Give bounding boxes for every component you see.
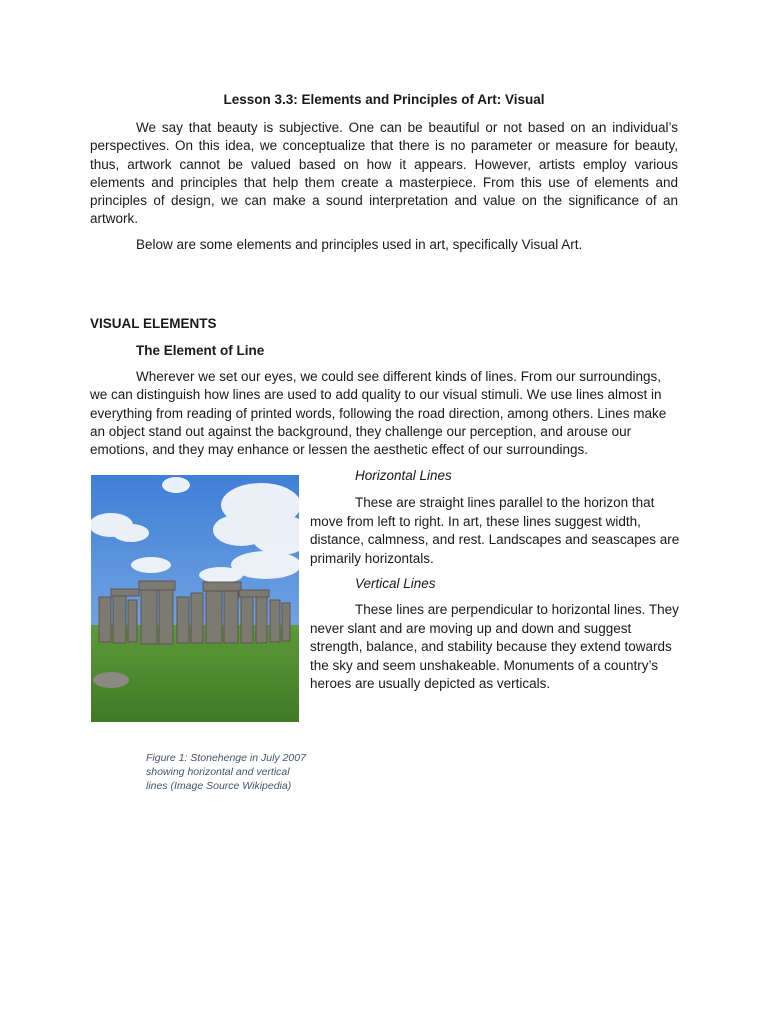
- figure-caption: Figure 1: Stonehenge in July 2007 showing horizontal and vertical lines (Image Source Wikipedia): [146, 752, 306, 792]
- lesson-title: Lesson 3.3: Elements and Principles of Art: Visual: [223, 92, 545, 107]
- vertical-lines-title: Vertical Lines: [355, 576, 436, 591]
- stonehenge-photo: [91, 475, 299, 722]
- intro-paragraph-2: Below are some elements and principles used in art, specifically Visual Art.: [136, 237, 583, 252]
- vertical-lines-text: These lines are perpendicular to horizontal lines. They never slant and are moving up and down and suggest strength, balance, and stability because they extend towards the sky and seem unshakeable. Monuments of a country’s heroes are usually depicted as verticals.: [310, 602, 679, 692]
- intro-paragraph-1: We say that beauty is subjective. One can be beautiful or not based on an individual’s perspectives. On this idea, we conceptualize that there is no parameter or measure for beauty, thus, artwork cannot be valued based on how it appears. However, artists employ various elements and principles that help them create a masterpiece. From this use of elements and principles of design, we can make a sound interpretation and value on the significance of an artwork.: [90, 120, 678, 227]
- stonehenge-illustration: [91, 475, 299, 722]
- line-element-paragraph: Wherever we set our eyes, we could see different kinds of lines. From our surroundings, we can distinguish how lines are used to add quality to our visual stimuli. We use lines almost in everything from reading of printed words, following the road direction, among others. Lines make an object stand out against the background, they challenge our perception, and arouse our emotions, and they may enhance or lessen the aesthetic effect of our surroundings.: [90, 369, 667, 458]
- horizontal-lines-text: These are straight lines parallel to the horizon that move from left to right. In art, these lines suggest width, distance, calmness, and rest. Landscapes and seascapes are primarily horizontals.: [310, 495, 680, 566]
- horizontal-lines-title: Horizontal Lines: [355, 468, 452, 483]
- section-subheading: The Element of Line: [136, 343, 265, 358]
- section-heading: VISUAL ELEMENTS: [90, 316, 217, 331]
